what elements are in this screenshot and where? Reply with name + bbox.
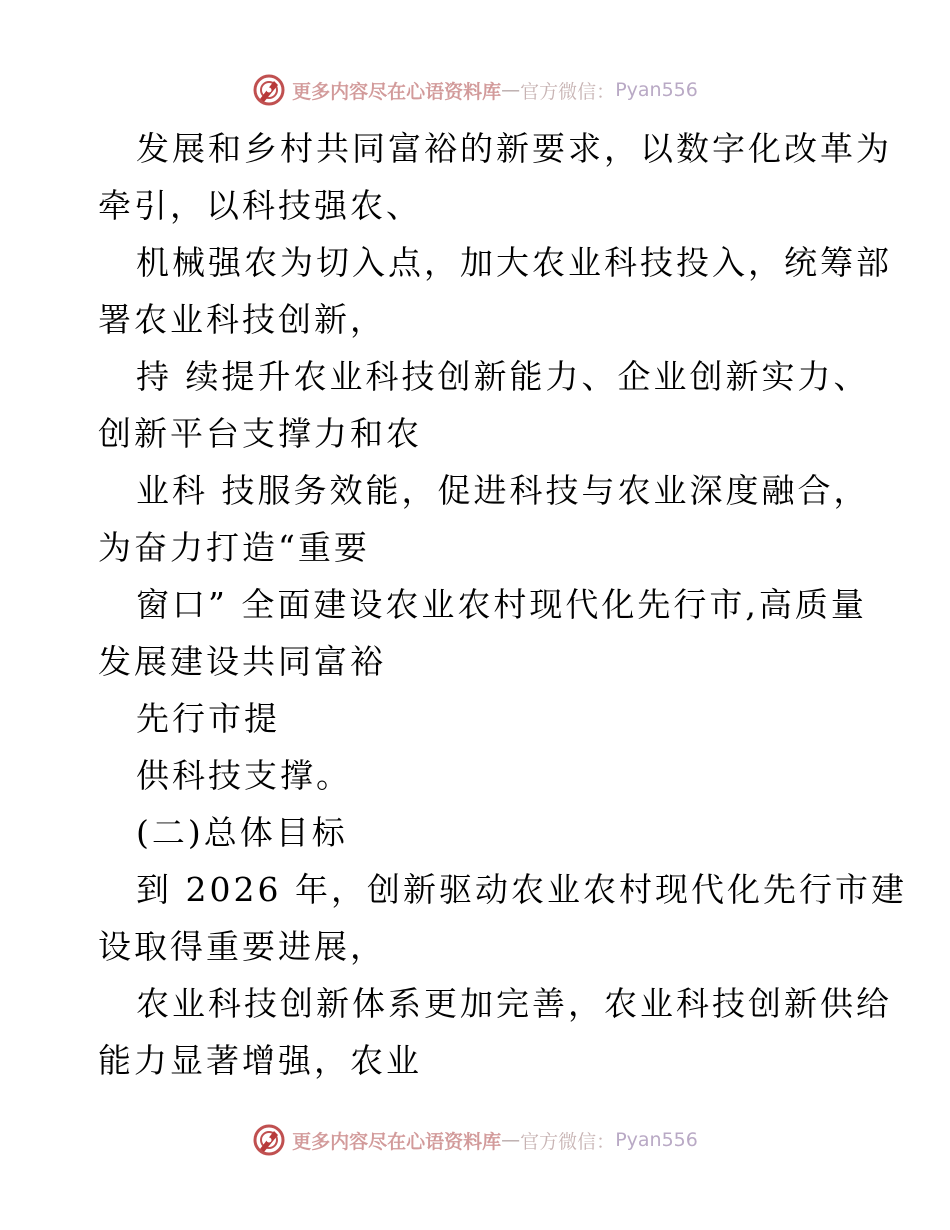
text-line: 发展建设共同富裕 <box>98 642 386 681</box>
header-watermark-banner <box>0 70 950 110</box>
text-line: 能力显著增强，农业 <box>98 1041 422 1080</box>
banner-wechat-id: Pyan556 <box>615 79 698 101</box>
text-line: 到 2026 年，创新驱动农业农村现代化先行市建 <box>136 870 907 909</box>
text-line: 先行市提 <box>136 699 280 738</box>
text-line: 牵引，以科技强农、 <box>98 186 422 225</box>
brand-logo-icon <box>252 73 286 107</box>
text-line: 署农业科技创新， <box>98 300 386 339</box>
text-line: 机械强农为切入点，加大农业科技投入，统筹部 <box>136 243 892 282</box>
text-line: 为奋力打造“重要 <box>98 528 370 567</box>
banner-separator: — <box>501 1129 521 1151</box>
brand-logo-icon <box>252 1123 286 1157</box>
text-line: 创新平台支撑力和农 <box>98 414 422 453</box>
text-line: 农业科技创新体系更加完善，农业科技创新供给 <box>136 984 892 1023</box>
text-line: 设取得重要进展， <box>98 927 386 966</box>
banner-separator: — <box>501 79 521 101</box>
section-heading: (二)总体目标 <box>136 813 348 852</box>
text-line: 业科 技服务效能，促进科技与农业深度融合， <box>136 471 870 510</box>
text-line: 发展和乡村共同富裕的新要求，以数字化改革为 <box>136 129 892 168</box>
banner-brand-text: 更多内容尽在心语资料库 <box>292 1130 502 1153</box>
banner-wechat-id: Pyan556 <box>615 1129 698 1151</box>
banner-wechat-label: 官方微信： <box>520 1130 616 1153</box>
document-body <box>98 120 907 1089</box>
text-line: 供科技支撑。 <box>136 756 352 795</box>
banner-wechat-label: 官方微信： <box>520 80 616 103</box>
text-line: 持 续提升农业科技创新能力、企业创新实力、 <box>136 357 870 396</box>
banner-brand-text: 更多内容尽在心语资料库 <box>292 80 502 103</box>
text-line: 窗口” 全面建设农业农村现代化先行市,高质量 <box>136 585 867 624</box>
footer-watermark-banner <box>0 1120 950 1160</box>
